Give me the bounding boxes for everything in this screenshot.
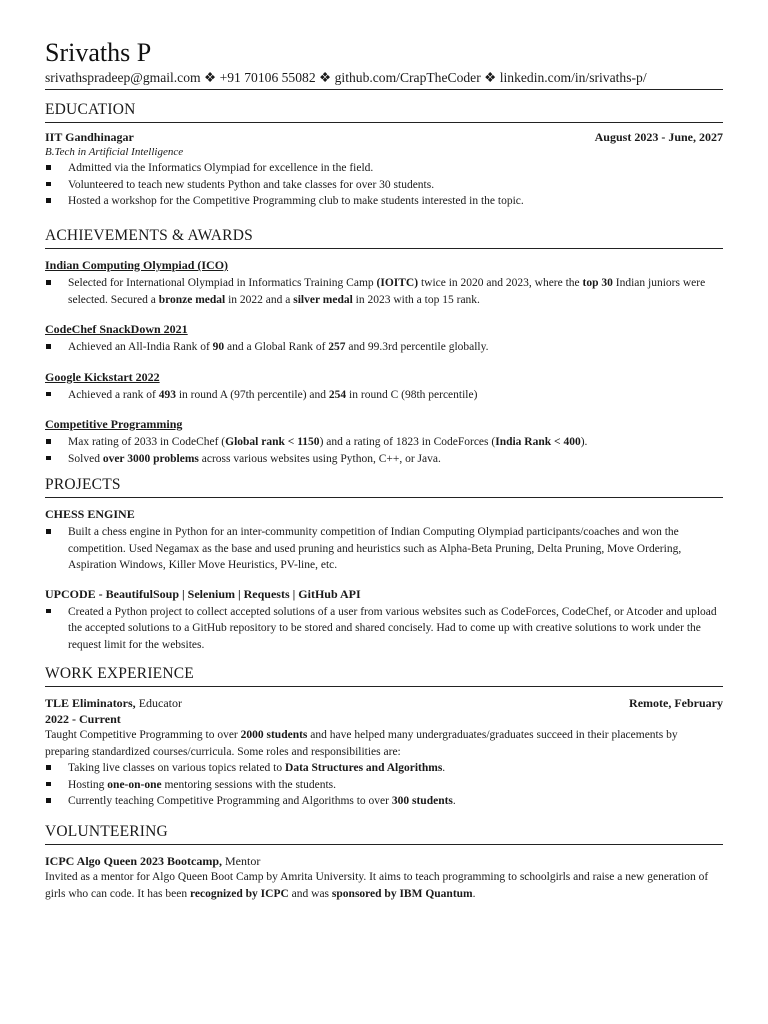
list-item: Solved over 3000 problems across various websites using Python, C++, or Java. bbox=[45, 451, 723, 468]
list-item: Hosted a workshop for the Competitive Programming club to make students interested in the topic. bbox=[45, 193, 723, 210]
phone-number: +91 70106 55082 bbox=[219, 70, 316, 85]
candidate-name: Srivaths P bbox=[45, 38, 152, 67]
education-dates: August 2023 - June, 2027 bbox=[594, 130, 723, 144]
work-org: TLE Eliminators, bbox=[45, 696, 136, 710]
achievements-section bbox=[45, 226, 723, 467]
upcode-heading: UPCODE - BeautifulSoup | Selenium | Requests | GitHub API bbox=[45, 586, 361, 601]
school-name: IIT Gandhinagar bbox=[45, 130, 134, 144]
list-item: Built a chess engine in Python for an inter-community competition of Indian Computing Olympiad participants/coaches and won the competition. Used Negamax as the base and used pruning and heuristics such as Alpha-Beta Pruning, Delta Pruning, Move Ordering, Aspiration Windows, Killer Move Heuristics, PV-line, etc. bbox=[45, 524, 723, 574]
list-item: Created a Python project to collect accepted solutions of a user from various websites such as CodeForces, CodeChef, or Atcoder and upload the accepted solutions to a GitHub repository to be stored and shared concisely. Had to come up with creative solutions to work under the request limit for the websites. bbox=[45, 604, 723, 654]
list-item: Achieved a rank of 493 in round A (97th percentile) and 254 in round C (98th percentile) bbox=[45, 387, 723, 404]
separator-icon: ❖ bbox=[204, 70, 217, 85]
chess-heading: CHESS ENGINE bbox=[45, 507, 135, 521]
volunteer-role: Mentor bbox=[222, 854, 261, 868]
section-title: ACHIEVEMENTS & AWARDS bbox=[45, 226, 723, 249]
volunteer-org: ICPC Algo Queen 2023 Bootcamp, bbox=[45, 854, 222, 868]
work-location: Remote, February bbox=[629, 696, 723, 710]
list-item: Achieved an All-India Rank of 90 and a Global Rank of 257 and 99.3rd percentile globally. bbox=[45, 339, 723, 356]
list-item: Taking live classes on various topics related to Data Structures and Algorithms. bbox=[45, 760, 723, 777]
section-title: EDUCATION bbox=[45, 100, 723, 123]
education-header bbox=[45, 129, 723, 145]
volunteering-section bbox=[45, 822, 723, 902]
volunteer-org-role bbox=[45, 853, 723, 869]
list-item: Volunteered to teach new students Python and take classes for over 30 students. bbox=[45, 177, 723, 194]
work-header bbox=[45, 695, 723, 711]
list-item: Currently teaching Competitive Programming and Algorithms to over 300 students. bbox=[45, 793, 723, 810]
work-summary: Taught Competitive Programming to over 2000 students and have helped many undergraduates/graduates succeed in their placements by preparing standardized courses/curricula. Some roles and responsibilities are: bbox=[45, 729, 678, 758]
email-link[interactable]: srivathspradeep@gmail.com bbox=[45, 70, 201, 85]
degree: B.Tech in Artificial Intelligence bbox=[45, 146, 184, 158]
list-item: Selected for International Olympiad in Informatics Training Camp (IOITC) twice in 2020 and 2023, where the top 30 Indian juniors were selected. Secured a bronze medal in 2022 and a silver medal in 2023 with a top 15 rank. bbox=[45, 275, 723, 308]
section-title: WORK EXPERIENCE bbox=[45, 664, 723, 687]
chess-bullets bbox=[45, 524, 723, 574]
work-dates: 2022 - Current bbox=[45, 712, 121, 726]
linkedin-link[interactable]: linkedin.com/in/srivaths-p/ bbox=[499, 70, 647, 85]
ico-bullets bbox=[45, 275, 723, 308]
github-link[interactable]: github.com/CrapTheCoder bbox=[334, 70, 481, 85]
contact-line bbox=[45, 69, 722, 87]
work-section bbox=[45, 664, 723, 810]
separator-icon: ❖ bbox=[319, 70, 332, 85]
kickstart-bullets bbox=[45, 387, 723, 404]
codechef-bullets bbox=[45, 339, 723, 356]
list-item: Hosting one-on-one mentoring sessions with the students. bbox=[45, 777, 723, 794]
codechef-heading: CodeChef SnackDown 2021 bbox=[45, 322, 188, 336]
cp-heading: Competitive Programming bbox=[45, 417, 183, 431]
header-divider bbox=[45, 89, 723, 90]
list-item: Max rating of 2033 in CodeChef (Global rank < 1150) and a rating of 1823 in CodeForces (India Rank < 400). bbox=[45, 434, 723, 451]
separator-icon: ❖ bbox=[484, 70, 497, 85]
projects-section bbox=[45, 475, 723, 653]
kickstart-heading: Google Kickstart 2022 bbox=[45, 369, 160, 384]
work-bullets bbox=[45, 760, 723, 810]
section-title: VOLUNTEERING bbox=[45, 822, 723, 845]
cp-bullets bbox=[45, 434, 723, 467]
ico-heading: Indian Computing Olympiad (ICO) bbox=[45, 258, 229, 272]
education-section bbox=[45, 100, 723, 210]
work-org-role bbox=[45, 695, 182, 711]
list-item: Admitted via the Informatics Olympiad for excellence in the field. bbox=[45, 160, 723, 177]
education-bullets bbox=[45, 160, 723, 210]
volunteer-summary: Invited as a mentor for Algo Queen Boot Camp by Amrita University. It aims to teach programming to schoolgirls and raise a new generation of girls who can code. It has been recognized by ICPC and was sponsored by IBM Quantum. bbox=[45, 871, 709, 900]
work-role: Educator bbox=[135, 696, 182, 710]
section-title: PROJECTS bbox=[45, 475, 723, 498]
upcode-bullets bbox=[45, 604, 723, 654]
